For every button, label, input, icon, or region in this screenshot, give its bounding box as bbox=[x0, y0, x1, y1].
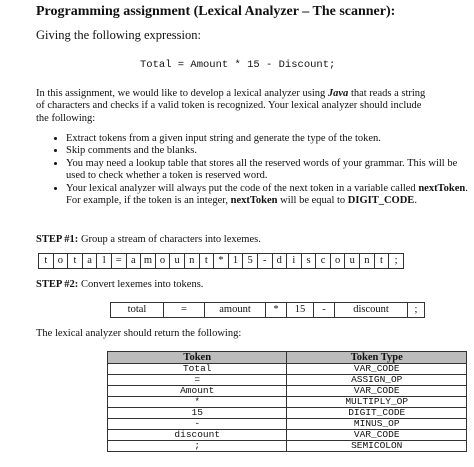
token-cell: ; bbox=[108, 441, 287, 452]
table-row bbox=[108, 364, 467, 375]
char-cell: * bbox=[214, 254, 229, 268]
token-cell: Total bbox=[108, 364, 287, 375]
list-item: • Skip comments and the blanks. bbox=[66, 145, 471, 157]
token-cell: - bbox=[108, 419, 287, 430]
token-type-cell: ASSIGN_OP bbox=[287, 375, 467, 386]
step1-label: STEP #1: bbox=[36, 234, 79, 245]
intro-text: Giving the following expression: bbox=[36, 28, 201, 42]
char-cell: t bbox=[39, 254, 54, 268]
list-item: • You may need a lookup table that stores all the reserved words of your grammar. This will be used to check whether a token is reserved word. bbox=[66, 158, 471, 183]
header-token: Token bbox=[108, 352, 287, 364]
char-cell: d bbox=[273, 254, 288, 268]
char-cell: = bbox=[112, 254, 127, 268]
char-cell: l bbox=[97, 254, 112, 268]
char-cell: t bbox=[200, 254, 215, 268]
lexeme-cell: amount bbox=[205, 303, 266, 317]
token-type-cell: MULTIPLY_OP bbox=[287, 397, 467, 408]
b4-p1: Your lexical analyzer will always put the code of the next token in a variable called bbox=[66, 182, 419, 194]
token-cell: Amount bbox=[108, 386, 287, 397]
char-cell: u bbox=[170, 254, 185, 268]
table-header-row bbox=[108, 352, 467, 364]
return-text: The lexical analyzer should return the following: bbox=[36, 328, 242, 339]
char-cell: u bbox=[345, 254, 360, 268]
char-cell: - bbox=[258, 254, 273, 268]
step2-heading bbox=[36, 279, 203, 290]
token-type-cell: VAR_CODE bbox=[287, 364, 467, 375]
char-cell: n bbox=[360, 254, 375, 268]
char-cell: o bbox=[54, 254, 69, 268]
lexeme-cell: total bbox=[111, 303, 164, 317]
char-cell: 5 bbox=[243, 254, 258, 268]
expression-code: Total = Amount * 15 - Discount; bbox=[140, 59, 336, 71]
character-stream bbox=[38, 253, 404, 269]
char-cell: n bbox=[185, 254, 200, 268]
step2-label: STEP #2: bbox=[36, 279, 79, 290]
char-cell: a bbox=[83, 254, 98, 268]
char-cell: i bbox=[287, 254, 302, 268]
char-cell: s bbox=[302, 254, 317, 268]
char-cell: o bbox=[331, 254, 346, 268]
token-type-cell: DIGIT_CODE bbox=[287, 408, 467, 419]
list-item: • Extract tokens from a given input string and generate the type of the token. bbox=[66, 133, 471, 145]
b4-p2: . For example, if the token is an integer, bbox=[66, 182, 468, 207]
para-before: In this assignment, we would like to develop a lexical analyzer using bbox=[36, 88, 328, 99]
table-row bbox=[108, 375, 467, 386]
token-table bbox=[107, 351, 467, 452]
lexeme-cell: * bbox=[266, 303, 287, 317]
token-cell: * bbox=[108, 397, 287, 408]
char-cell: a bbox=[127, 254, 142, 268]
char-cell: t bbox=[68, 254, 83, 268]
char-cell: c bbox=[316, 254, 331, 268]
table-row bbox=[108, 397, 467, 408]
b4-p3: will be equal to bbox=[277, 195, 348, 207]
token-type-cell: MINUS_OP bbox=[287, 419, 467, 430]
char-cell: ; bbox=[394, 255, 398, 266]
nexttoken-term: nextToken bbox=[418, 182, 466, 194]
step2-text: Convert lexemes into tokens. bbox=[78, 279, 204, 290]
header-token-type: Token Type bbox=[287, 352, 467, 364]
step1-text: Group a stream of characters into lexemes. bbox=[78, 234, 261, 245]
table-row bbox=[108, 386, 467, 397]
table-row bbox=[108, 419, 467, 430]
lexeme-cell: discount bbox=[335, 303, 408, 317]
token-type-cell: SEMICOLON bbox=[287, 441, 467, 452]
digit-code-term: DIGIT_CODE bbox=[347, 195, 415, 207]
token-cell: = bbox=[108, 375, 287, 386]
token-cell: 15 bbox=[108, 408, 287, 419]
lexeme-cell: 15 bbox=[287, 303, 314, 317]
lexeme-cell: = bbox=[164, 303, 205, 317]
table-row bbox=[108, 441, 467, 452]
lexeme-stream bbox=[110, 302, 425, 318]
assignment-title: Programming assignment (Lexical Analyzer – The scanner): bbox=[36, 4, 396, 19]
token-type-cell: VAR_CODE bbox=[287, 430, 467, 441]
b4-p4: . bbox=[414, 195, 417, 207]
description-paragraph bbox=[36, 88, 434, 125]
table-row bbox=[108, 430, 467, 441]
char-cell: t bbox=[375, 254, 390, 268]
char-cell: m bbox=[141, 254, 156, 268]
step1-heading bbox=[36, 234, 261, 245]
char-cell: 1 bbox=[229, 254, 244, 268]
para-after: that reads a string of characters and checks if a valid token is recognized. Your lexical analyzer should include the following: bbox=[36, 88, 426, 124]
java-keyword: Java bbox=[327, 88, 349, 99]
lexeme-cell: - bbox=[314, 303, 335, 317]
lexeme-cell: ; bbox=[414, 304, 418, 315]
list-item bbox=[66, 183, 471, 208]
token-type-cell: VAR_CODE bbox=[287, 386, 467, 397]
table-row bbox=[108, 408, 467, 419]
requirements-list bbox=[36, 133, 471, 207]
char-cell: o bbox=[156, 254, 171, 268]
nexttoken-term: nextToken bbox=[230, 195, 278, 207]
token-cell: discount bbox=[108, 430, 287, 441]
